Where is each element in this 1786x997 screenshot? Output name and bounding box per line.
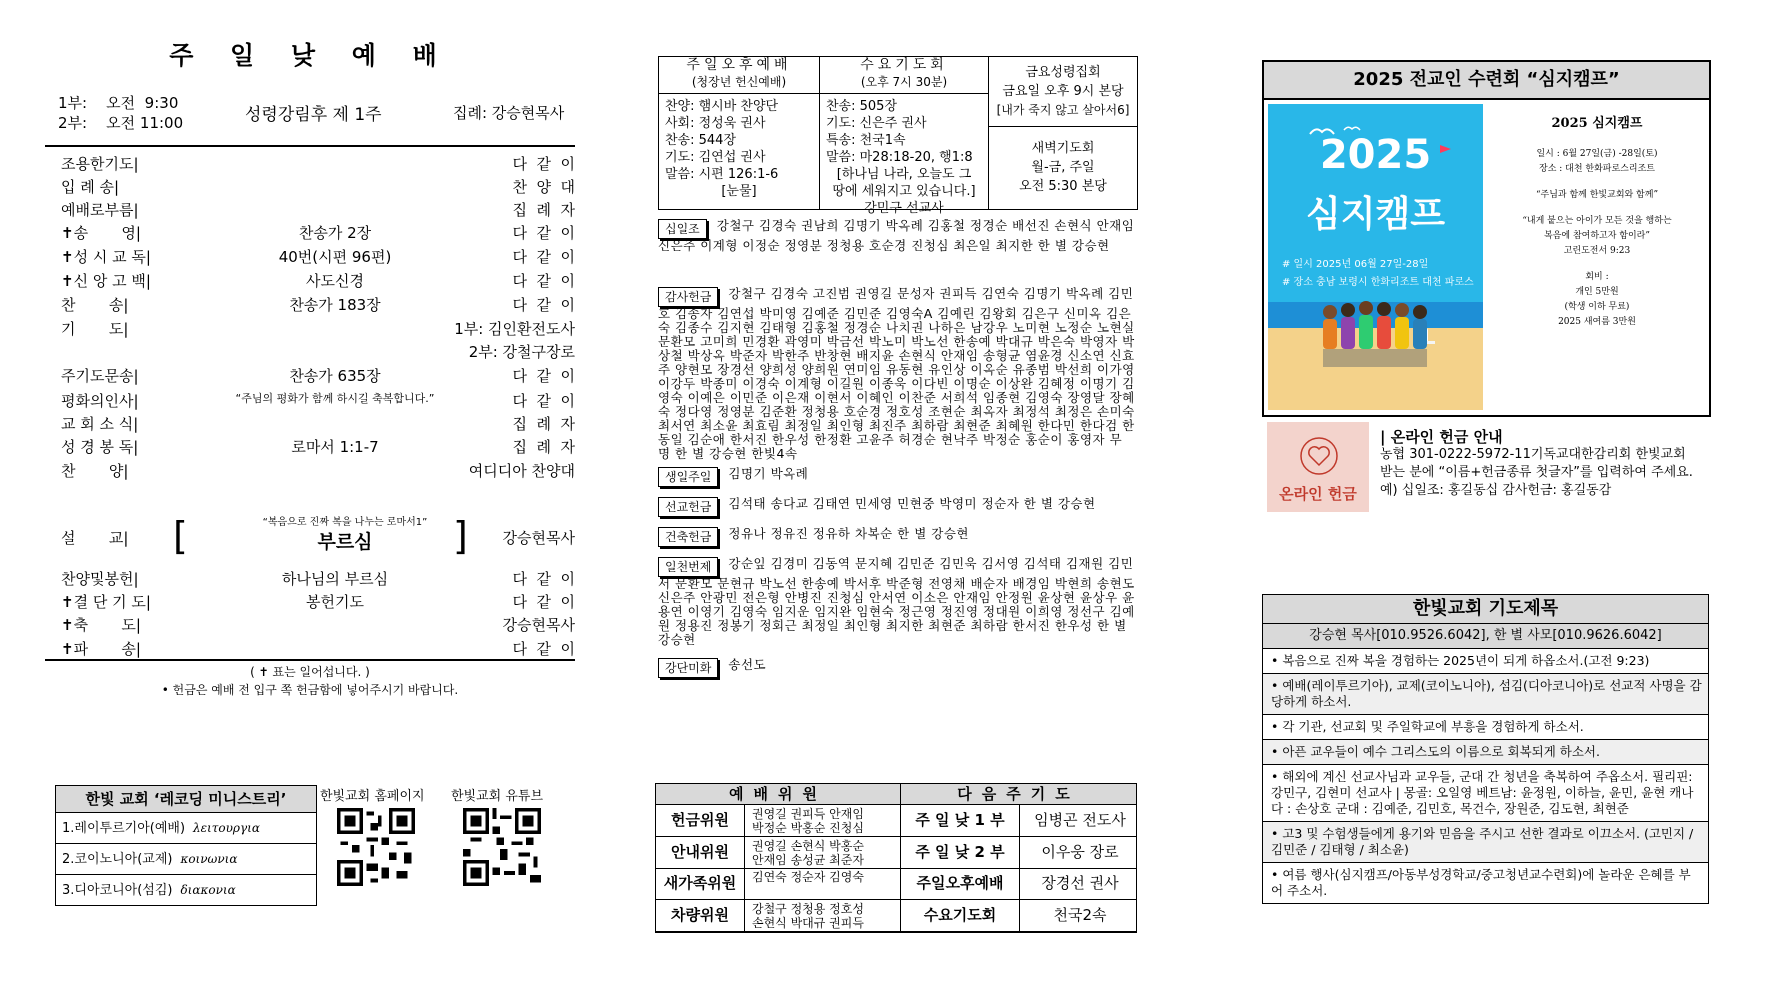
next-prayer-service: 수요기도회 <box>901 900 1020 931</box>
poster-info <box>1282 256 1474 292</box>
camp-box <box>1262 60 1711 417</box>
order-item-content: 로마서 1:1-7 <box>291 438 379 456</box>
order-row <box>45 460 575 482</box>
order-row <box>45 318 575 340</box>
sermon-label: 설 교| <box>61 529 129 547</box>
wednesday-service-header <box>820 57 988 94</box>
camp-title: 2025 전교인 수련회 “심지캠프” <box>1264 62 1709 100</box>
camp-note-line: 2025 새여름 3만원 <box>1558 317 1636 327</box>
afternoon-service-subtitle: (청장년 헌신예배) <box>691 75 787 89</box>
offering-group <box>658 497 1138 517</box>
order-item-content: 찬송가 183장 <box>289 296 381 314</box>
prayer-list <box>1263 649 1708 903</box>
offering-names: 정유나 정유진 정유하 차복순 한 별 강승현 <box>728 526 969 541</box>
wednesday-service-line: 땅에 세워지고 있습니다.] <box>832 184 976 199</box>
order-item-label: 조용한기도| <box>61 155 139 173</box>
prayer-item: • 복음으로 진짜 복을 경험하는 2025년이 되게 하옵소서.(고전 9:23) <box>1263 649 1708 674</box>
camp-note-line <box>1492 177 1702 188</box>
dawn-prayer-days: 월-금, 주일 <box>1031 160 1095 175</box>
order-item-label: ✝결 단 기 도| <box>61 593 151 611</box>
next-prayer-row <box>901 900 1136 932</box>
committee-row <box>656 900 900 932</box>
prayer-title: 한빛교회 기도제목 <box>1263 595 1708 624</box>
order-item-label: ✝송 영| <box>61 224 141 242</box>
afternoon-service-title: 주일오후예배 <box>686 57 792 73</box>
afternoon-service-line: 말씀: 시편 126:1-6 <box>665 167 779 182</box>
afternoon-service-line: 기도: 김연섭 권사 <box>665 150 766 165</box>
camp-note-line: “내게 붙으는 아이가 모든 것을 행하는 <box>1522 216 1672 226</box>
ministry-item-label: 2.코이노니아(교제) <box>62 852 173 867</box>
wednesday-service-line: 말씀: 마28:18-20, 행1:8 <box>826 150 973 165</box>
offering-type-tag: 강단미화 <box>658 658 718 678</box>
prayer-item: • 고3 및 수험생들에게 용기와 믿음을 주시고 선한 결과로 이끄소서. (고민지 / 김민준 / 김태형 / 최소윤) <box>1263 822 1708 863</box>
order-item-leader: 다 같 이 <box>512 593 575 611</box>
order-row <box>45 153 575 175</box>
ministry-item <box>56 875 316 905</box>
wednesday-service-line: 강민구 선교사 <box>864 201 944 216</box>
afternoon-service-line: 찬송: 544장 <box>665 133 736 148</box>
camp-note-title: 2025 심지캠프 <box>1551 116 1643 131</box>
next-prayer-leader: 장경선 권사 <box>1041 874 1119 892</box>
flag-icon <box>1438 144 1452 158</box>
offering-group <box>658 219 1138 253</box>
committee-members: 권영길 손현식 박홍순 안재임 송성균 최준자 <box>752 838 864 867</box>
order-item-label: 찬 양| <box>61 462 129 480</box>
poster-year: 2025 <box>1319 132 1432 178</box>
order-item-label: ✝축 도| <box>61 616 141 634</box>
order-item-leader: 2부: 강철구장로 <box>468 343 575 361</box>
prayer-item: • 각 기관, 선교회 및 주일학교에 부흥을 경험하게 하소서. <box>1263 715 1708 740</box>
camp-note-line: 복음에 참여하고자 함이라” <box>1544 231 1650 241</box>
online-offering-title: | 온라인 헌금 안내 <box>1380 428 1503 446</box>
offering-group <box>658 557 1138 647</box>
offering-group <box>658 287 1138 461</box>
offering-names: 강철구 김경숙 고진범 권영길 문성자 권피득 김연숙 김명기 박옥례 김민호 김송자 김연섭 박미영 김예준 김민준 김영숙A 김예린 김왕회 김은구 신미옥 김은숙 김종수 김지현 김태형 김홍철 정경순 나치권 나하은 남강우 노미현 노정순 노현실 문환모 고미희 민경환 곽영미 박금선 박노미 박노선 한송예 박대규 박은숙 박영자 박상철 박상옥 박준자 박한주 반창현 배지윤 손현식 안재임 송형균 염윤경 신소연 신효주 양현모 장경선 양희성 양희원 연미임 유동현 유인상 이옥순 유종범 박선희 이가영 이강두 박종미 이경숙 이계형 이길원 이종욱 이다빈 이명순 이상완 김혜정 이명기 김영숙 이예은 이민준 이은재 이현서 이혜인 이찬준 서희석 임종현 김영숙 장영달 장혜숙 정다영 정영분 김준환 정청용 호순경 정호성 조현순 최옥자 최정석 최정은 손미숙 최서연 최소윤 최효림 최정일 최인형 최진주 최하람 최현준 최혜원 한다민 한다검 한동일 김순애 한서진 한우성 한정환 고윤주 허경순 현낙주 박정순 홍순이 홍영자 무 명 한 별 강승현 한빛4속 <box>658 286 1135 461</box>
order-row <box>45 365 575 387</box>
offering-type-tag: 감사헌금 <box>658 287 718 307</box>
worship-committee-box <box>655 783 1137 933</box>
youtube-label: 한빛교회 유튜브 <box>451 789 544 804</box>
prayer-item: • 해외에 계신 선교사님과 교우들, 군대 간 청년을 축복하여 주옵소서. 필리핀: 강민구, 김현미 선교사 | 몽골: 오일영 베트남: 윤정원, 이하늘, 윤민, 윤현 캐나다 : 손상호 군대 : 김예준, 김민호, 목건수, 장원준, 김도현, 최현준 <box>1263 765 1708 822</box>
poster-date: # 일시 2025년 06월 27일-28일 <box>1282 259 1429 270</box>
afternoon-service-line: 찬양: 햄시바 찬양단 <box>665 99 779 114</box>
order-item-label: 예배로부름| <box>61 201 139 219</box>
ministry-item-label: 3.디아코니아(섬김) <box>62 883 173 898</box>
order-item-content: 찬송가 635장 <box>289 367 381 385</box>
order-item-leader: 다 같 이 <box>512 640 575 658</box>
standing-note: ( ✝ 표는 일어섭니다. ) <box>250 665 370 679</box>
committee-role: 차량위원 <box>656 900 745 931</box>
wednesday-service-subtitle: (오후 7시 30분) <box>860 75 948 89</box>
online-offering-box <box>1262 420 1707 516</box>
divider <box>900 784 901 932</box>
order-item-leader: 다 같 이 <box>512 392 575 410</box>
order-item-content: 봉헌기도 <box>306 593 364 611</box>
liturgical-week: 성령강림후 제 1주 <box>245 105 382 125</box>
pastor-contact: 강승현 목사[010.9526.6042], 한 별 사모[010.9626.6042] <box>1263 624 1708 649</box>
order-row <box>45 413 575 435</box>
order-item-label: 주기도문송| <box>61 367 139 385</box>
service-time-2: 2부: 오전 11:00 <box>58 114 184 132</box>
order-item-leader: 여디디아 찬양대 <box>468 462 575 480</box>
next-prayer-service: 주 일 낮 1 부 <box>901 805 1020 836</box>
next-prayer-leader: 임병곤 전도사 <box>1034 811 1126 829</box>
offering-names: 송선도 <box>728 657 767 672</box>
order-item-leader: 집 례 자 <box>512 415 575 433</box>
camp-poster-image <box>1268 104 1483 410</box>
ministry-item <box>56 844 316 875</box>
wednesday-service-line: [하나님 나라, 오늘도 그 <box>836 167 972 182</box>
next-prayer-leader: 이우웅 장로 <box>1041 842 1119 861</box>
afternoon-service-line: 사회: 정성욱 권사 <box>665 116 766 131</box>
committee-members: 강철구 정청용 정호성 손현식 박대규 권피득 <box>752 901 864 930</box>
order-item-leader: 다 같 이 <box>512 570 575 588</box>
order-row <box>45 568 575 590</box>
wednesday-service-column <box>820 57 989 216</box>
dawn-prayer-title: 새벽기도회 <box>1031 141 1095 156</box>
order-item-label: 기 도| <box>61 320 129 338</box>
afternoon-service-header <box>659 57 819 94</box>
offering-group <box>658 467 1138 487</box>
order-item-leader: 다 같 이 <box>512 296 575 314</box>
order-row <box>45 222 575 244</box>
order-item-leader: 집 례 자 <box>512 438 575 456</box>
order-row <box>45 436 575 458</box>
next-prayer-header: 다음주기도 <box>901 784 1136 805</box>
afternoon-service-body <box>659 94 819 204</box>
prayer-item: • 예배(레이투르기아), 교제(코이노니아), 섬김(디아코니아)로 선교적 사명을 감당하게 하소서. <box>1263 674 1708 715</box>
order-item-leader: 찬 양 대 <box>512 178 575 196</box>
wednesday-service-body <box>820 94 988 221</box>
online-offering-text <box>1380 428 1693 500</box>
homepage-qr-code[interactable] <box>337 808 415 886</box>
left-bracket: [ <box>173 514 188 558</box>
offering-names: 김명기 박옥례 <box>728 466 809 481</box>
camp-note-line: 회비 : <box>1585 272 1609 282</box>
ministry-title: 한빛 교회 ‘레코딩 미니스트리’ <box>56 786 316 813</box>
committee-role: 새가족위원 <box>656 868 745 899</box>
people-group-icon <box>1318 298 1438 370</box>
friday-service-time: 금요일 오후 9시 본당 <box>1002 84 1124 99</box>
committee-row <box>656 837 900 869</box>
offering-type-tag: 건축헌금 <box>658 527 718 547</box>
divider <box>45 659 575 661</box>
online-offering-instruction: 받는 분에 “이름+헌금종류 첫글자”를 입력하여 주세요. <box>1380 465 1693 480</box>
camp-note-lines <box>1492 147 1702 330</box>
camp-note-line <box>1492 259 1702 270</box>
right-bracket: ] <box>453 514 468 558</box>
online-offering-example: 예) 십일조: 홍길동십 감사헌금: 홍길동감 <box>1380 483 1612 498</box>
order-row <box>45 341 575 363</box>
camp-note-line: 일시 : 6월 27일(금) -28일(토) <box>1536 149 1658 159</box>
order-row <box>45 176 575 198</box>
sermon-preacher: 강승현목사 <box>502 529 575 547</box>
order-item-label: 평화의인사| <box>61 392 139 410</box>
order-item-label: ✝성 시 교 독| <box>61 248 151 266</box>
wednesday-service-line: 찬송: 505장 <box>826 99 897 114</box>
order-item-content: 찬송가 2장 <box>298 224 372 242</box>
next-prayer-service: 주 일 낮 2 부 <box>901 837 1020 868</box>
next-prayer-row <box>901 805 1136 837</box>
order-item-content: 사도신경 <box>306 272 364 290</box>
order-item-label: 찬 송| <box>61 296 129 314</box>
order-item-label: 입 례 송| <box>61 178 120 196</box>
offering-note: • 헌금은 예배 전 입구 쪽 헌금함에 넣어주시기 바랍니다. <box>161 683 459 697</box>
sermon-row <box>45 513 575 559</box>
next-prayer-service: 주일오후예배 <box>901 868 1020 899</box>
order-row <box>45 638 575 660</box>
recording-ministry-box <box>55 785 317 906</box>
offering-names: 김석태 송다교 김태연 민세영 민현중 박영미 정순자 한 별 강승현 <box>728 496 1096 511</box>
sermon-subtitle: “복음으로 진짜 복을 나누는 로마서1” <box>262 517 428 528</box>
ministry-item-greek: λειτουργια <box>193 821 260 835</box>
prayer-item: • 여름 행사(심지캠프/아동부성경학교/중고청년교수련회)에 놀라운 은혜를 부어 주소서. <box>1271 867 1691 898</box>
ministry-item-greek: κοινωνια <box>180 852 238 866</box>
next-prayer-row <box>901 837 1136 869</box>
offering-type-tag: 선교헌금 <box>658 497 718 517</box>
ministry-item-greek: διακονια <box>180 883 236 897</box>
friday-dawn-column <box>989 57 1137 209</box>
order-item-label: 교 회 소 식| <box>61 415 139 433</box>
divider <box>45 145 575 147</box>
offering-group <box>658 527 1138 547</box>
order-item-leader: 1부: 김인환전도사 <box>454 320 575 338</box>
prayer-item: • 아픈 교우들이 예수 그리스도의 이름으로 회복되게 하소서. <box>1263 740 1708 765</box>
poster-place: # 장소 충남 보령시 한화리조트 대천 파로스 <box>1282 277 1474 288</box>
offering-type-tag: 생일주일 <box>658 467 718 487</box>
wednesday-service-line: 특송: 천국1속 <box>826 133 906 148</box>
page-title: 주 일 낮 예 배 <box>169 41 451 70</box>
offering-names: 강순잎 김경미 김동역 문지혜 김민준 김민욱 김서영 김석태 김재원 김민서 문환모 문현규 박노선 한송예 박서후 박준형 전영채 배순자 배경임 박현희 송현도 신은주 안광민 전은형 안병진 진청심 안서연 이소은 안재임 안정원 윤상현 윤상우 윤용연 이영기 김영숙 임지운 임지완 임현숙 정근영 정진영 정대원 이희영 정선구 김예원 정용진 정봉기 정회근 최정일 최인형 최지한 최현준 최하람 한서진 한우성 한 별 강승현 <box>658 556 1135 647</box>
committee-role: 헌금위원 <box>656 805 745 836</box>
order-item-content: “주님의 평화가 함께 하시길 축복합니다.” <box>235 392 435 405</box>
order-row <box>45 390 575 412</box>
sermon-title: 부르심 <box>317 531 373 553</box>
committee-role: 안내위원 <box>656 837 745 868</box>
service-schedule-box <box>658 56 1138 216</box>
prayer-requests-box <box>1262 594 1709 904</box>
wednesday-service-line: 기도: 신은주 권사 <box>826 116 927 131</box>
order-item-label: 성 경 봉 독| <box>61 438 139 456</box>
offering-names: 강철구 김경숙 권남희 김명기 박옥례 김홍철 정경순 배선진 손현식 안재임 신은주 이계형 이정순 정영분 정청용 호순경 진청심 최은일 최지한 한 별 강승현 <box>658 218 1135 253</box>
order-item-leader: 다 같 이 <box>512 248 575 266</box>
camp-note-line: “주님과 함께 한빛교회와 함께” <box>1535 190 1659 200</box>
committee-header: 예배위원 <box>656 784 901 805</box>
order-item-content: 40번(시편 96편) <box>278 248 392 266</box>
offering-type-tag: 십일조 <box>658 219 707 239</box>
order-item-leader: 집 례 자 <box>512 201 575 219</box>
order-item-label: ✝파 송| <box>61 640 141 658</box>
camp-note-line: 개인 5만원 <box>1575 287 1619 297</box>
ministry-item <box>56 813 316 844</box>
order-row <box>45 246 575 268</box>
order-item-leader: 다 같 이 <box>512 224 575 242</box>
poster-camp-name: 심지캠프 <box>1305 194 1446 235</box>
wednesday-service-title: 수요기도회 <box>860 57 948 73</box>
camp-note-line: (학생 이하 무료) <box>1564 302 1630 312</box>
committee-row <box>656 805 900 837</box>
friday-service-title: 금요성령집회 <box>1025 65 1101 80</box>
camp-note-line: 장소 : 대천 한화파로스리조트 <box>1539 164 1655 174</box>
order-item-label: ✝신 앙 고 백| <box>61 272 151 290</box>
presider: 집례: 강승현목사 <box>453 104 565 122</box>
heart-icon <box>1299 436 1339 476</box>
committee-row <box>656 868 900 900</box>
ministry-item-label: 1.레이투르기아(예배) <box>62 821 186 836</box>
offering-type-tag: 일천번제 <box>658 557 718 577</box>
order-row <box>45 199 575 221</box>
camp-note-line <box>1492 203 1702 214</box>
dawn-prayer-time: 오전 5:30 본당 <box>1019 179 1107 194</box>
order-item-label: 찬양및봉헌| <box>61 570 139 588</box>
offering-group <box>658 658 1138 678</box>
camp-note-line: 고린도전서 9:23 <box>1563 246 1631 256</box>
next-prayer-leader: 천국2속 <box>1053 905 1107 924</box>
order-row <box>45 294 575 316</box>
order-row <box>45 614 575 636</box>
order-item-leader: 다 같 이 <box>512 367 575 385</box>
youtube-qr-code[interactable] <box>463 808 541 886</box>
camp-note <box>1492 104 1702 410</box>
order-row <box>45 270 575 292</box>
order-item-leader: 다 같 이 <box>512 272 575 290</box>
committee-members: 권영길 권피득 안재임 박정순 박홍순 진청심 <box>752 807 864 835</box>
order-item-content: 하나님의 부르심 <box>281 570 389 588</box>
next-prayer-row <box>901 868 1136 900</box>
order-row <box>45 591 575 613</box>
order-item-leader: 강승현목사 <box>502 616 575 634</box>
dawn-prayer-box <box>989 127 1137 196</box>
afternoon-service-column <box>659 57 820 209</box>
homepage-label: 한빛교회 홈페이지 <box>320 789 425 804</box>
order-item-leader: 다 같 이 <box>512 155 575 173</box>
friday-service-box <box>989 57 1137 127</box>
committee-members: 김연숙 정순자 김영숙 <box>752 870 864 884</box>
friday-service-theme: [내가 죽지 않고 살아서6] <box>996 103 1130 117</box>
bank-account: 농협 301-0222-5972-11기독교대한감리회 한빛교회 <box>1380 447 1686 462</box>
online-offering-image-label: 온라인 헌금 <box>1279 485 1357 503</box>
online-offering-image <box>1267 422 1369 512</box>
service-time-1: 1부: 오전 9:30 <box>58 94 179 112</box>
afternoon-service-line: [눈물] <box>721 184 757 199</box>
